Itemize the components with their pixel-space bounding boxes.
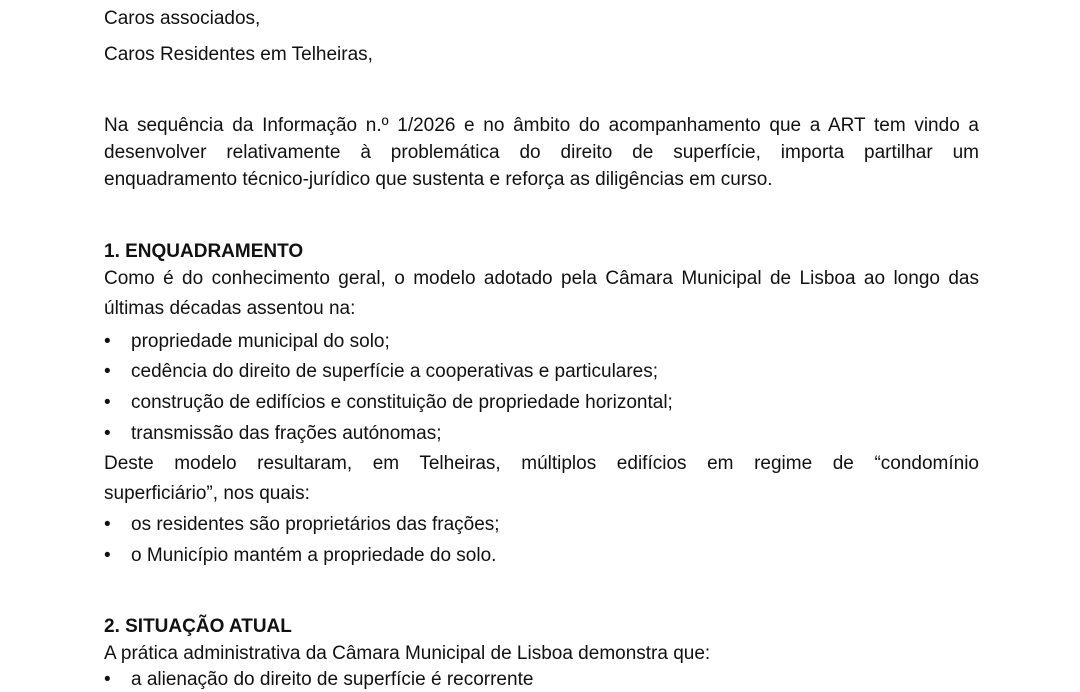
list-item-text: construção de edifícios e constituição de propriedade horizontal;	[131, 392, 673, 413]
greeting-line-2: Caros Residentes em Telheiras,	[104, 44, 373, 65]
list-item-text: transmissão das frações autónomas;	[131, 423, 442, 444]
section-1-paragraph-2-line-2: superficiário”, nos quais:	[104, 483, 310, 504]
intro-line-1: Na sequência da Informação n.º 1/2026 e no âmbito do acompanhamento que a ART tem vindo a	[104, 115, 979, 136]
section-1-heading: 1. ENQUADRAMENTO	[104, 241, 304, 262]
intro-line-2: desenvolver relativamente à problemática do direito de superfície, importa partilhar um	[104, 142, 979, 163]
section-1-paragraph-line-1: Como é do conhecimento geral, o modelo adotado pela Câmara Municipal de Lisboa ao longo das	[104, 268, 979, 289]
list-item-text: os residentes são proprietários das frações;	[131, 514, 500, 535]
cut-off-text: a alienação do direito de superfície é recorrente	[131, 669, 534, 690]
section-2-heading: 2. SITUAÇÃO ATUAL	[104, 616, 292, 637]
bullet-icon: •	[104, 392, 111, 413]
list-item-text: cedência do direito de superfície a cooperativas e particulares;	[131, 361, 659, 382]
bullet-icon: •	[104, 331, 111, 352]
section-1-paragraph-2-line-1: Deste modelo resultaram, em Telheiras, múltiplos edifícios em regime de “condomínio	[104, 453, 979, 474]
bullet-icon: •	[104, 423, 111, 444]
bullet-icon: •	[104, 545, 111, 566]
bullet-icon: •	[104, 514, 111, 535]
list-item-text: o Município mantém a propriedade do solo.	[131, 545, 497, 566]
greeting-line-1: Caros associados,	[104, 8, 261, 29]
intro-line-3: enquadramento técnico-jurídico que sustenta e reforça as diligências em curso.	[104, 169, 773, 190]
section-2-cut-off-line	[104, 668, 534, 690]
bullet-icon: •	[104, 669, 111, 690]
list-item-text: propriedade municipal do solo;	[131, 331, 390, 352]
bullet-icon: •	[104, 361, 111, 382]
section-2-paragraph: A prática administrativa da Câmara Municipal de Lisboa demonstra que:	[104, 643, 711, 664]
section-1-paragraph-line-2: últimas décadas assentou na:	[104, 298, 356, 319]
